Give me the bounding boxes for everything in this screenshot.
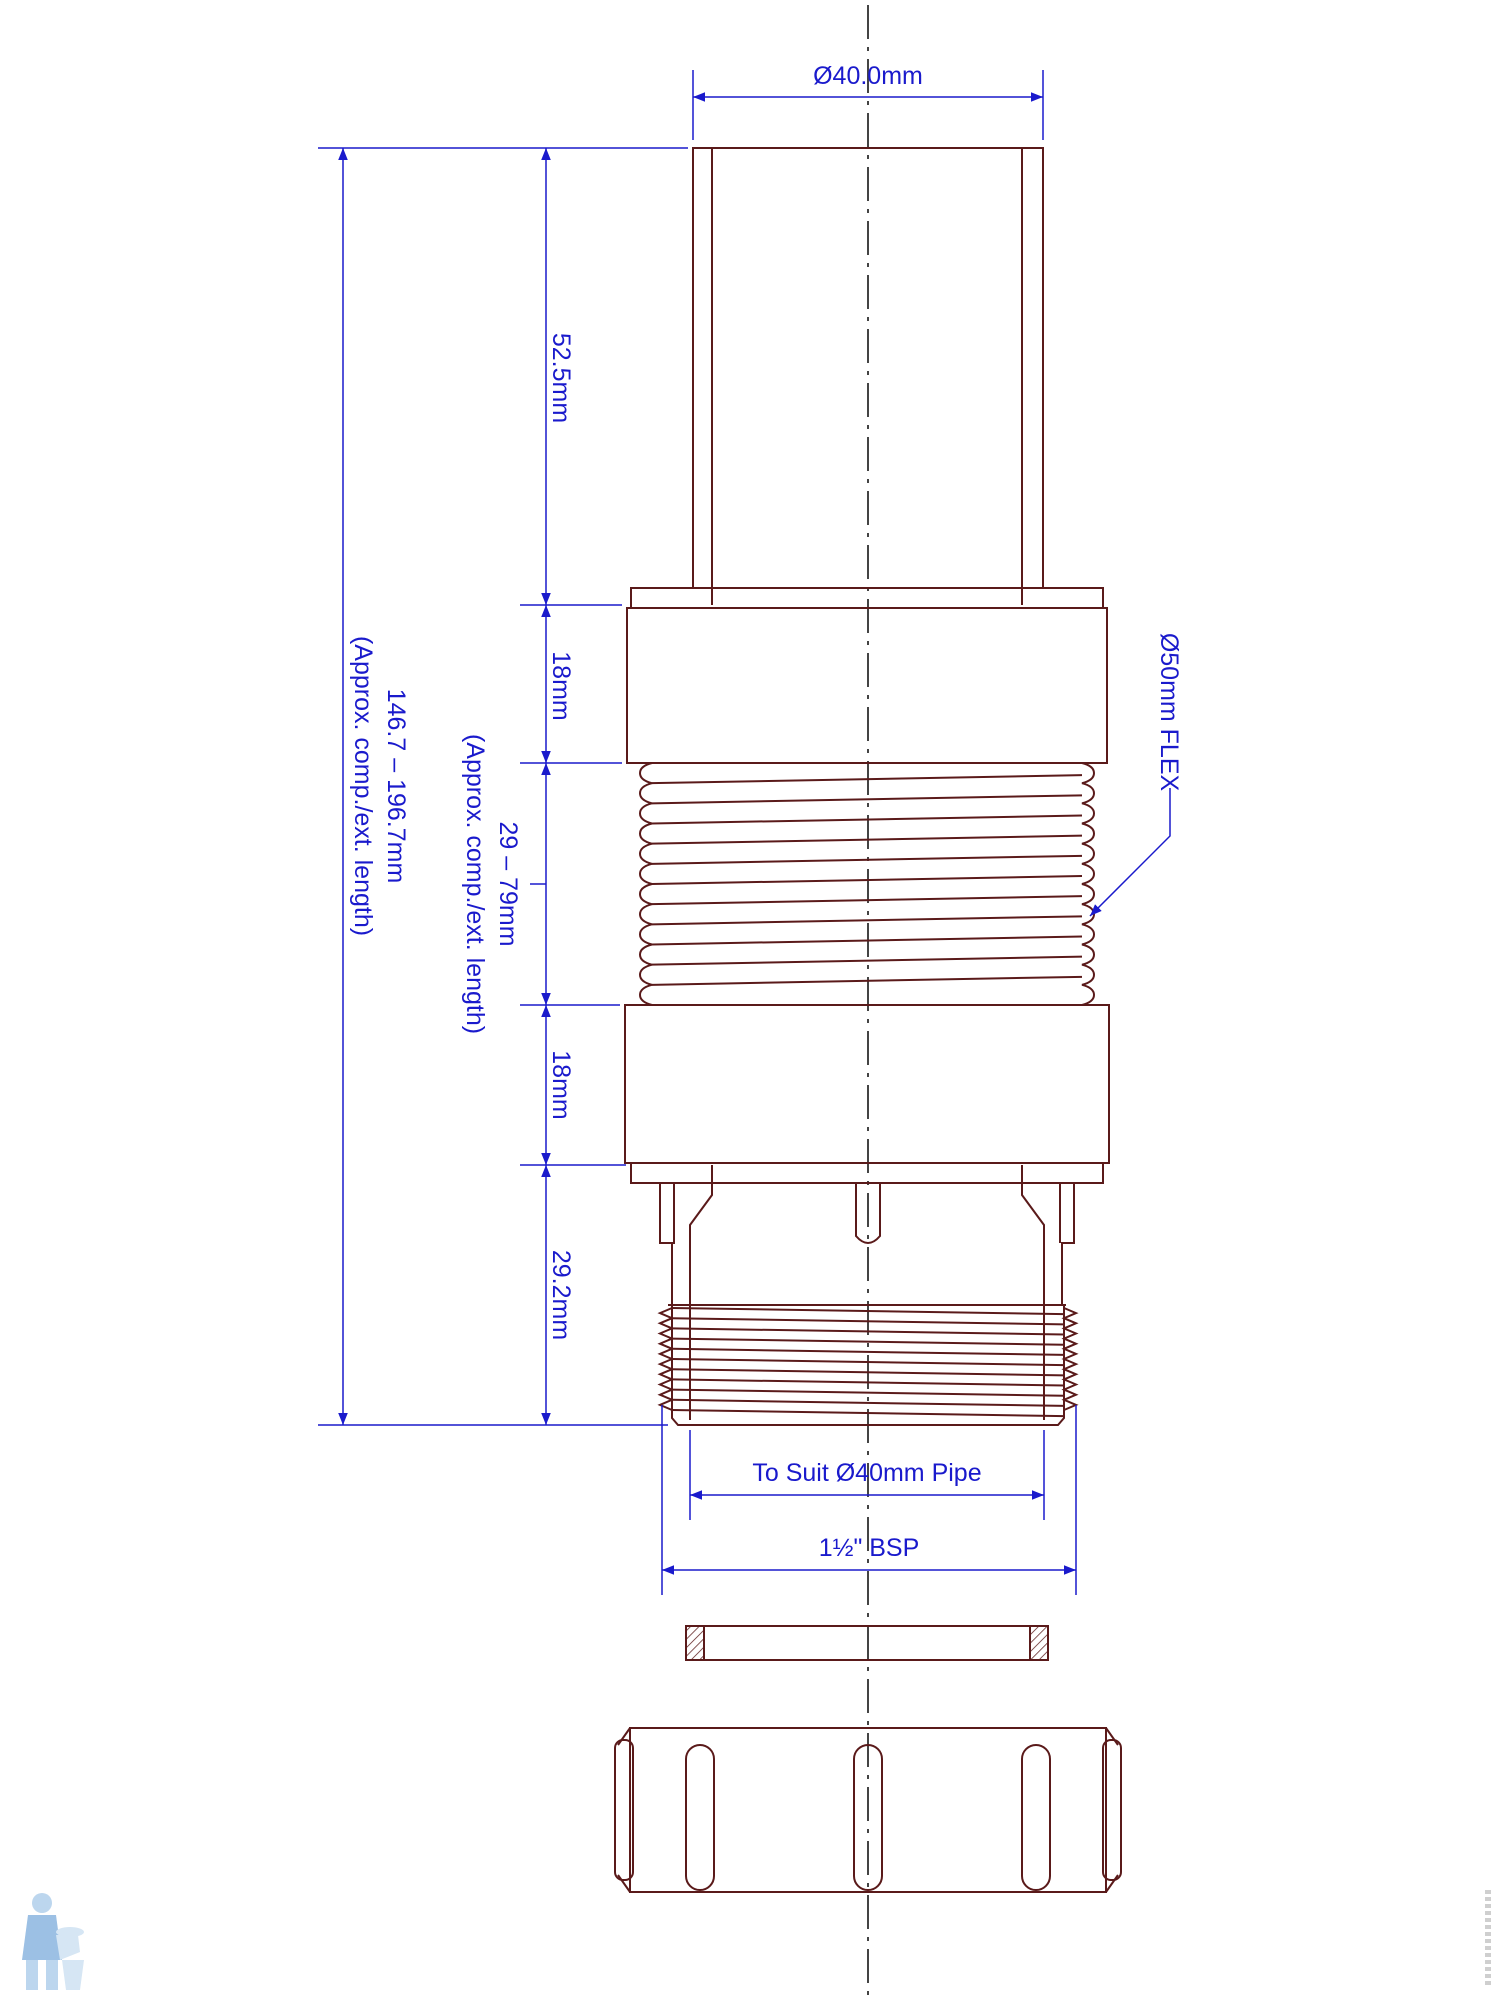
top-pipe-diameter-label: Ø40.0mm	[813, 62, 923, 90]
suit-pipe-label: To Suit Ø40mm Pipe	[752, 1459, 982, 1487]
overall-length-value-label: 146.7 – 196.7mm	[382, 688, 410, 884]
thread-length-label: 29.2mm	[547, 1249, 575, 1341]
upper-collar-label: 18mm	[547, 651, 575, 721]
lower-collar-label: 18mm	[547, 1050, 575, 1120]
upper-pipe-length-label: 52.5mm	[547, 332, 575, 424]
flex-length-note-label: (Approx. comp./ext. length)	[461, 733, 489, 1035]
flex-label: Ø50mm FLEX	[1155, 632, 1183, 792]
flex-length-value-label: 29 – 79mm	[494, 821, 522, 947]
plumber-mascot-logo	[22, 1893, 84, 1990]
overall-length-note-label: (Approx. comp./ext. length)	[349, 635, 377, 937]
thread-size-label: 1½" BSP	[818, 1534, 920, 1562]
